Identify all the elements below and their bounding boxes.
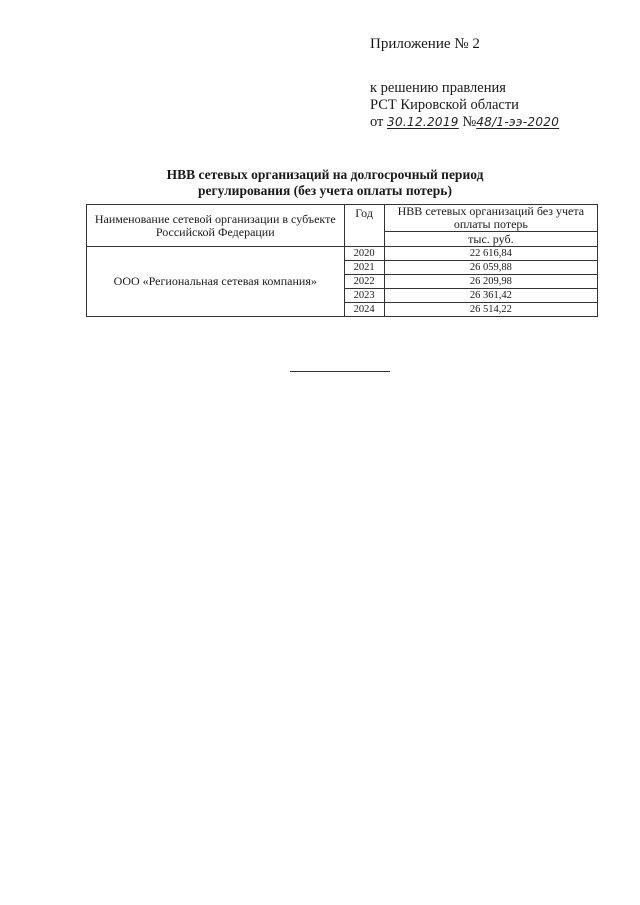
decision-number: 48/1-ээ-2020 bbox=[476, 115, 560, 129]
row-year: 2020 bbox=[344, 247, 384, 261]
header-value: НВВ сетевых организаций без учета оплаты потерь bbox=[384, 205, 597, 232]
nvv-table bbox=[86, 204, 598, 317]
from-prefix: от bbox=[370, 114, 384, 130]
table-row bbox=[87, 247, 598, 261]
title-line-1: НВВ сетевых организаций на долгосрочный период bbox=[166, 167, 484, 182]
appendix-header bbox=[370, 36, 610, 131]
decision-line-2: РСТ Кировской области bbox=[370, 97, 519, 113]
row-year: 2021 bbox=[344, 261, 384, 275]
row-value: 22 616,84 bbox=[384, 247, 597, 261]
decision-date: 30.12.2019 bbox=[387, 115, 459, 129]
appendix-title: Приложение № 2 bbox=[370, 36, 480, 52]
row-value: 26 059,88 bbox=[384, 261, 597, 275]
row-value: 26 209,98 bbox=[384, 275, 597, 289]
decision-line-1: к решению правления bbox=[370, 80, 506, 96]
row-year: 2022 bbox=[344, 275, 384, 289]
end-separator bbox=[290, 371, 390, 372]
header-organization: Наименование сетевой организации в субъекте Российской Федерации bbox=[87, 205, 345, 247]
document-title bbox=[120, 167, 530, 199]
header-unit: тыс. руб. bbox=[384, 232, 597, 247]
row-value: 26 514,22 bbox=[384, 303, 597, 317]
row-year: 2023 bbox=[344, 289, 384, 303]
organization-name: ООО «Региональная сетевая компания» bbox=[87, 247, 345, 317]
row-value: 26 361,42 bbox=[384, 289, 597, 303]
row-year: 2024 bbox=[344, 303, 384, 317]
decision-date-line bbox=[370, 114, 610, 131]
title-line-2: регулирования (без учета оплаты потерь) bbox=[198, 183, 452, 198]
header-year: Год bbox=[344, 205, 384, 247]
number-prefix: № bbox=[462, 114, 477, 130]
